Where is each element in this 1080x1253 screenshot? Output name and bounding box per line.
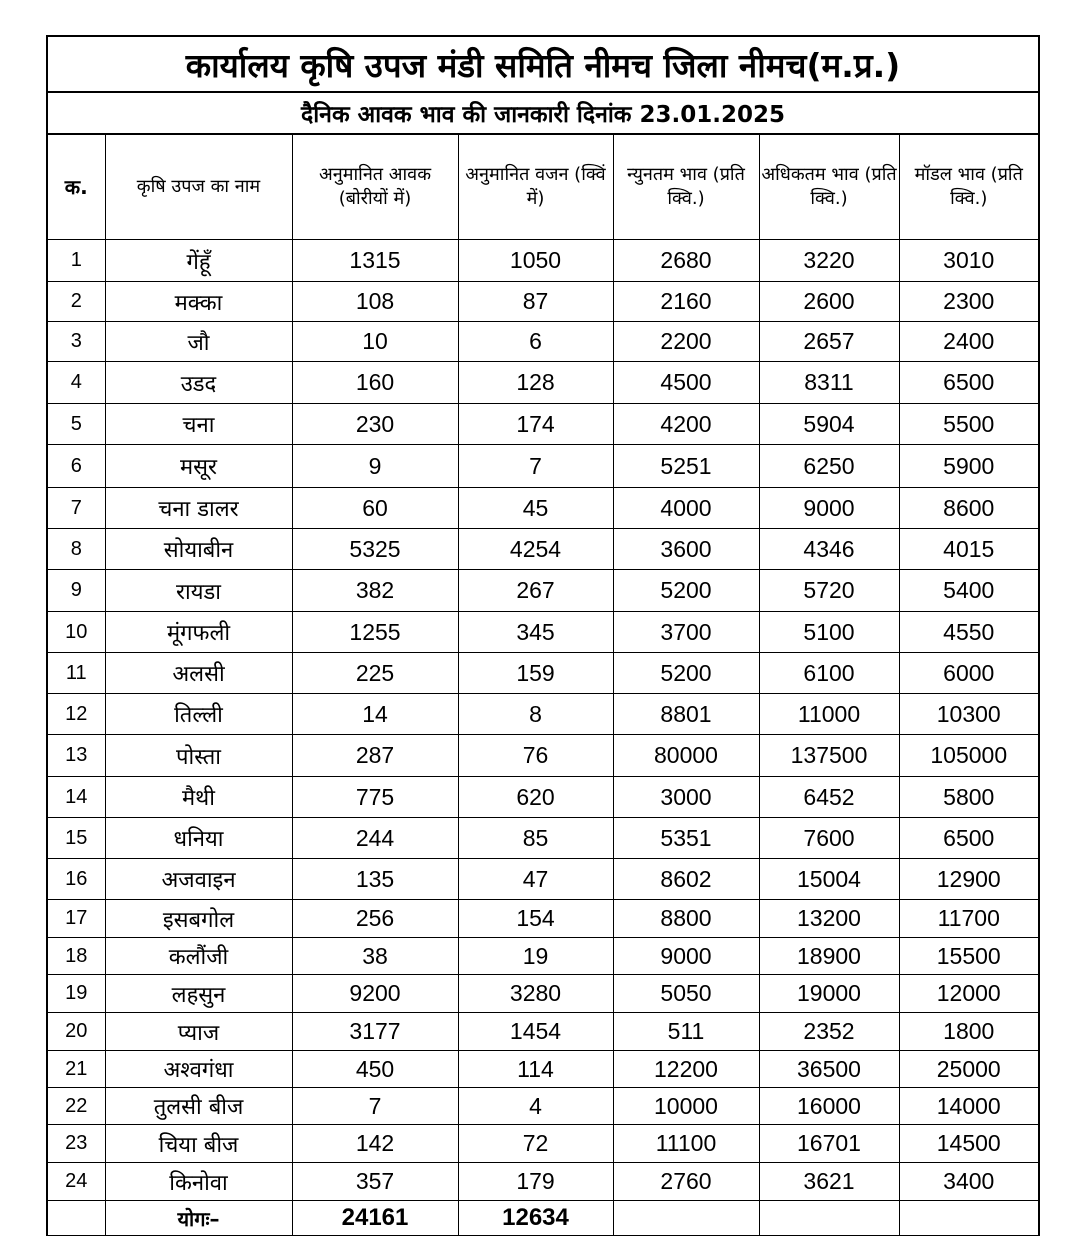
min-price-cell: 5251 bbox=[613, 445, 759, 488]
modal-price-cell: 6000 bbox=[899, 653, 1038, 694]
weight-cell: 179 bbox=[458, 1163, 613, 1201]
table-row bbox=[48, 612, 1038, 653]
col-header-max-price: अधिकतम भाव (प्रति क्वि.) bbox=[759, 135, 899, 240]
weight-cell: 159 bbox=[458, 653, 613, 694]
weight-cell: 154 bbox=[458, 900, 613, 938]
table-row bbox=[48, 1163, 1038, 1201]
produce-name-cell: मूंगफली bbox=[105, 612, 292, 653]
table-row bbox=[48, 694, 1038, 735]
modal-price-cell: 25000 bbox=[899, 1051, 1038, 1088]
produce-name-cell: सोयाबीन bbox=[105, 529, 292, 570]
arrivals-cell: 108 bbox=[292, 282, 458, 322]
serial-cell: 18 bbox=[48, 938, 105, 975]
produce-name-cell: मसूर bbox=[105, 445, 292, 488]
produce-name-cell: अश्वगंधा bbox=[105, 1051, 292, 1088]
table-row bbox=[48, 1013, 1038, 1051]
table-row bbox=[48, 653, 1038, 694]
produce-name-cell: तुलसी बीज bbox=[105, 1088, 292, 1125]
weight-cell: 72 bbox=[458, 1125, 613, 1163]
weight-cell: 8 bbox=[458, 694, 613, 735]
total-max-cell bbox=[759, 1201, 899, 1236]
table-row bbox=[48, 975, 1038, 1013]
arrivals-cell: 9200 bbox=[292, 975, 458, 1013]
table-row bbox=[48, 777, 1038, 818]
weight-cell: 345 bbox=[458, 612, 613, 653]
weight-cell: 620 bbox=[458, 777, 613, 818]
arrivals-cell: 244 bbox=[292, 818, 458, 859]
produce-name-cell: कलौंजी bbox=[105, 938, 292, 975]
header-row bbox=[48, 135, 1038, 240]
total-min-cell bbox=[613, 1201, 759, 1236]
min-price-cell: 11100 bbox=[613, 1125, 759, 1163]
produce-name-cell: इसबगोल bbox=[105, 900, 292, 938]
serial-cell: 14 bbox=[48, 777, 105, 818]
serial-cell: 21 bbox=[48, 1051, 105, 1088]
produce-name-cell: किनोवा bbox=[105, 1163, 292, 1201]
col-header-min-price: न्युनतम भाव (प्रति क्वि.) bbox=[613, 135, 759, 240]
weight-cell: 1454 bbox=[458, 1013, 613, 1051]
arrivals-cell: 60 bbox=[292, 488, 458, 529]
max-price-cell: 6452 bbox=[759, 777, 899, 818]
table-body bbox=[48, 240, 1038, 1201]
table-row bbox=[48, 404, 1038, 445]
produce-name-cell: जौ bbox=[105, 322, 292, 362]
min-price-cell: 4000 bbox=[613, 488, 759, 529]
weight-cell: 174 bbox=[458, 404, 613, 445]
serial-cell: 23 bbox=[48, 1125, 105, 1163]
modal-price-cell: 14000 bbox=[899, 1088, 1038, 1125]
serial-cell: 2 bbox=[48, 282, 105, 322]
weight-cell: 85 bbox=[458, 818, 613, 859]
max-price-cell: 137500 bbox=[759, 735, 899, 777]
arrivals-cell: 230 bbox=[292, 404, 458, 445]
max-price-cell: 3220 bbox=[759, 240, 899, 282]
modal-price-cell: 5900 bbox=[899, 445, 1038, 488]
serial-cell: 12 bbox=[48, 694, 105, 735]
produce-name-cell: अजवाइन bbox=[105, 859, 292, 900]
produce-name-cell: प्याज bbox=[105, 1013, 292, 1051]
produce-name-cell: पोस्ता bbox=[105, 735, 292, 777]
table-row bbox=[48, 529, 1038, 570]
weight-cell: 45 bbox=[458, 488, 613, 529]
min-price-cell: 80000 bbox=[613, 735, 759, 777]
weight-cell: 19 bbox=[458, 938, 613, 975]
max-price-cell: 18900 bbox=[759, 938, 899, 975]
report-sheet bbox=[46, 35, 1040, 1236]
col-header-serial: क. bbox=[48, 135, 105, 240]
modal-price-cell: 5400 bbox=[899, 570, 1038, 612]
weight-cell: 3280 bbox=[458, 975, 613, 1013]
weight-cell: 7 bbox=[458, 445, 613, 488]
serial-cell: 1 bbox=[48, 240, 105, 282]
col-header-modal-price: मॉडल भाव (प्रति क्वि.) bbox=[899, 135, 1038, 240]
serial-cell: 15 bbox=[48, 818, 105, 859]
serial-cell: 8 bbox=[48, 529, 105, 570]
office-title: कार्यालय कृषि उपज मंडी समिति नीमच जिला नीमच(म.प्र.) bbox=[48, 37, 1038, 93]
arrivals-cell: 287 bbox=[292, 735, 458, 777]
min-price-cell: 3700 bbox=[613, 612, 759, 653]
serial-cell: 17 bbox=[48, 900, 105, 938]
total-row bbox=[48, 1201, 1038, 1236]
modal-price-cell: 3400 bbox=[899, 1163, 1038, 1201]
max-price-cell: 11000 bbox=[759, 694, 899, 735]
total-arrivals: 24161 bbox=[292, 1201, 458, 1236]
min-price-cell: 10000 bbox=[613, 1088, 759, 1125]
max-price-cell: 19000 bbox=[759, 975, 899, 1013]
weight-cell: 4 bbox=[458, 1088, 613, 1125]
arrivals-cell: 450 bbox=[292, 1051, 458, 1088]
max-price-cell: 13200 bbox=[759, 900, 899, 938]
produce-name-cell: अलसी bbox=[105, 653, 292, 694]
report-subtitle: दैनिक आवक भाव की जानकारी दिनांक 23.01.2025 bbox=[48, 93, 1038, 135]
arrivals-cell: 256 bbox=[292, 900, 458, 938]
max-price-cell: 16000 bbox=[759, 1088, 899, 1125]
modal-price-cell: 1800 bbox=[899, 1013, 1038, 1051]
arrivals-cell: 160 bbox=[292, 362, 458, 404]
arrivals-cell: 7 bbox=[292, 1088, 458, 1125]
min-price-cell: 9000 bbox=[613, 938, 759, 975]
modal-price-cell: 5800 bbox=[899, 777, 1038, 818]
serial-cell: 3 bbox=[48, 322, 105, 362]
modal-price-cell: 4015 bbox=[899, 529, 1038, 570]
min-price-cell: 5050 bbox=[613, 975, 759, 1013]
modal-price-cell: 8600 bbox=[899, 488, 1038, 529]
modal-price-cell: 12000 bbox=[899, 975, 1038, 1013]
max-price-cell: 15004 bbox=[759, 859, 899, 900]
max-price-cell: 2600 bbox=[759, 282, 899, 322]
produce-name-cell: धनिया bbox=[105, 818, 292, 859]
arrivals-cell: 14 bbox=[292, 694, 458, 735]
weight-cell: 128 bbox=[458, 362, 613, 404]
max-price-cell: 6100 bbox=[759, 653, 899, 694]
modal-price-cell: 10300 bbox=[899, 694, 1038, 735]
weight-cell: 76 bbox=[458, 735, 613, 777]
min-price-cell: 8800 bbox=[613, 900, 759, 938]
total-label: योगः– bbox=[105, 1201, 292, 1236]
modal-price-cell: 6500 bbox=[899, 818, 1038, 859]
modal-price-cell: 12900 bbox=[899, 859, 1038, 900]
produce-name-cell: चना bbox=[105, 404, 292, 445]
total-serial-cell bbox=[48, 1201, 105, 1236]
modal-price-cell: 11700 bbox=[899, 900, 1038, 938]
modal-price-cell: 2400 bbox=[899, 322, 1038, 362]
weight-cell: 267 bbox=[458, 570, 613, 612]
min-price-cell: 5351 bbox=[613, 818, 759, 859]
produce-name-cell: चिया बीज bbox=[105, 1125, 292, 1163]
serial-cell: 5 bbox=[48, 404, 105, 445]
produce-name-cell: लहसुन bbox=[105, 975, 292, 1013]
table-row bbox=[48, 735, 1038, 777]
produce-name-cell: रायडा bbox=[105, 570, 292, 612]
min-price-cell: 3600 bbox=[613, 529, 759, 570]
weight-cell: 47 bbox=[458, 859, 613, 900]
arrivals-cell: 225 bbox=[292, 653, 458, 694]
modal-price-cell: 14500 bbox=[899, 1125, 1038, 1163]
produce-name-cell: मैथी bbox=[105, 777, 292, 818]
table-row bbox=[48, 1051, 1038, 1088]
serial-cell: 4 bbox=[48, 362, 105, 404]
serial-cell: 19 bbox=[48, 975, 105, 1013]
min-price-cell: 3000 bbox=[613, 777, 759, 818]
modal-price-cell: 4550 bbox=[899, 612, 1038, 653]
weight-cell: 6 bbox=[458, 322, 613, 362]
serial-cell: 20 bbox=[48, 1013, 105, 1051]
serial-cell: 11 bbox=[48, 653, 105, 694]
arrivals-cell: 775 bbox=[292, 777, 458, 818]
weight-cell: 87 bbox=[458, 282, 613, 322]
produce-name-cell: गेंहूँ bbox=[105, 240, 292, 282]
table-row bbox=[48, 938, 1038, 975]
col-header-produce: कृषि उपज का नाम bbox=[105, 135, 292, 240]
max-price-cell: 2657 bbox=[759, 322, 899, 362]
serial-cell: 6 bbox=[48, 445, 105, 488]
produce-name-cell: उडद bbox=[105, 362, 292, 404]
arrivals-cell: 38 bbox=[292, 938, 458, 975]
weight-cell: 114 bbox=[458, 1051, 613, 1088]
max-price-cell: 2352 bbox=[759, 1013, 899, 1051]
max-price-cell: 6250 bbox=[759, 445, 899, 488]
serial-cell: 24 bbox=[48, 1163, 105, 1201]
table-row bbox=[48, 570, 1038, 612]
min-price-cell: 12200 bbox=[613, 1051, 759, 1088]
min-price-cell: 2160 bbox=[613, 282, 759, 322]
min-price-cell: 8801 bbox=[613, 694, 759, 735]
modal-price-cell: 6500 bbox=[899, 362, 1038, 404]
table-row bbox=[48, 445, 1038, 488]
arrivals-cell: 10 bbox=[292, 322, 458, 362]
serial-cell: 7 bbox=[48, 488, 105, 529]
table-row bbox=[48, 488, 1038, 529]
arrivals-cell: 9 bbox=[292, 445, 458, 488]
serial-cell: 16 bbox=[48, 859, 105, 900]
max-price-cell: 7600 bbox=[759, 818, 899, 859]
arrivals-cell: 3177 bbox=[292, 1013, 458, 1051]
arrivals-cell: 142 bbox=[292, 1125, 458, 1163]
table-row bbox=[48, 1125, 1038, 1163]
modal-price-cell: 15500 bbox=[899, 938, 1038, 975]
modal-price-cell: 105000 bbox=[899, 735, 1038, 777]
col-header-arrivals: अनुमानित आवक (बोरीयों में) bbox=[292, 135, 458, 240]
arrivals-cell: 382 bbox=[292, 570, 458, 612]
min-price-cell: 2200 bbox=[613, 322, 759, 362]
min-price-cell: 4500 bbox=[613, 362, 759, 404]
modal-price-cell: 5500 bbox=[899, 404, 1038, 445]
arrivals-cell: 357 bbox=[292, 1163, 458, 1201]
arrivals-cell: 1315 bbox=[292, 240, 458, 282]
min-price-cell: 5200 bbox=[613, 570, 759, 612]
serial-cell: 10 bbox=[48, 612, 105, 653]
table-row bbox=[48, 362, 1038, 404]
table-row bbox=[48, 240, 1038, 282]
produce-name-cell: तिल्ली bbox=[105, 694, 292, 735]
col-header-weight: अनुमानित वजन (क्विं में) bbox=[458, 135, 613, 240]
arrivals-cell: 1255 bbox=[292, 612, 458, 653]
modal-price-cell: 3010 bbox=[899, 240, 1038, 282]
serial-cell: 9 bbox=[48, 570, 105, 612]
serial-cell: 22 bbox=[48, 1088, 105, 1125]
arrivals-cell: 135 bbox=[292, 859, 458, 900]
total-weight: 12634 bbox=[458, 1201, 613, 1236]
max-price-cell: 36500 bbox=[759, 1051, 899, 1088]
table-row bbox=[48, 282, 1038, 322]
table-row bbox=[48, 1088, 1038, 1125]
min-price-cell: 2760 bbox=[613, 1163, 759, 1201]
max-price-cell: 9000 bbox=[759, 488, 899, 529]
price-table bbox=[48, 135, 1038, 1236]
arrivals-cell: 5325 bbox=[292, 529, 458, 570]
produce-name-cell: चना डालर bbox=[105, 488, 292, 529]
table-row bbox=[48, 818, 1038, 859]
total-modal-cell bbox=[899, 1201, 1038, 1236]
min-price-cell: 2680 bbox=[613, 240, 759, 282]
produce-name-cell: मक्का bbox=[105, 282, 292, 322]
weight-cell: 1050 bbox=[458, 240, 613, 282]
max-price-cell: 3621 bbox=[759, 1163, 899, 1201]
table-row bbox=[48, 322, 1038, 362]
min-price-cell: 5200 bbox=[613, 653, 759, 694]
max-price-cell: 8311 bbox=[759, 362, 899, 404]
min-price-cell: 4200 bbox=[613, 404, 759, 445]
max-price-cell: 16701 bbox=[759, 1125, 899, 1163]
max-price-cell: 4346 bbox=[759, 529, 899, 570]
table-row bbox=[48, 900, 1038, 938]
modal-price-cell: 2300 bbox=[899, 282, 1038, 322]
min-price-cell: 8602 bbox=[613, 859, 759, 900]
max-price-cell: 5720 bbox=[759, 570, 899, 612]
max-price-cell: 5904 bbox=[759, 404, 899, 445]
max-price-cell: 5100 bbox=[759, 612, 899, 653]
min-price-cell: 511 bbox=[613, 1013, 759, 1051]
table-row bbox=[48, 859, 1038, 900]
weight-cell: 4254 bbox=[458, 529, 613, 570]
serial-cell: 13 bbox=[48, 735, 105, 777]
